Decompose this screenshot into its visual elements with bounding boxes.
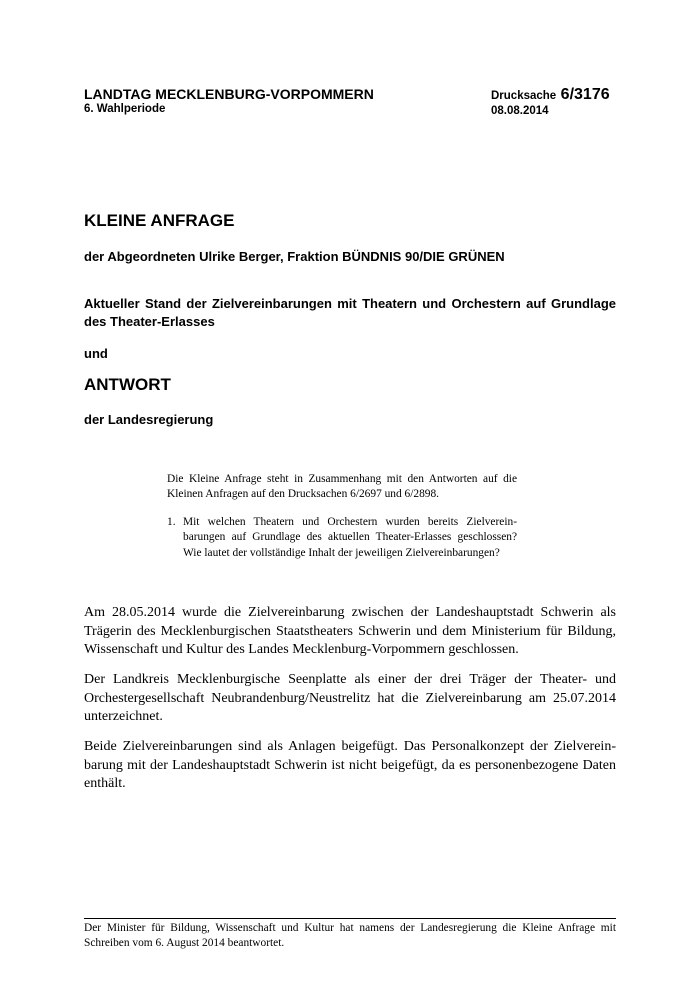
intro-paragraph: Die Kleine Anfrage steht in Zusammenhang mit den Antworten auf die Kleinen Anfragen auf den Drucksachen 6/2697 und 6/2898. bbox=[167, 473, 517, 501]
parliament-name: LANDTAG MECKLENBURG-VORPOMMERN bbox=[84, 86, 374, 102]
question-item bbox=[167, 515, 517, 561]
answer-heading: ANTWORT bbox=[84, 375, 171, 394]
electoral-period: 6. Wahlperiode bbox=[84, 103, 166, 115]
inquiry-type-heading: KLEINE ANFRAGE bbox=[84, 211, 235, 230]
answer-paragraph-1: Am 28.05.2014 wurde die Zielvereinbarung zwischen der Landeshauptstadt Schwerin als Trägerin des Mecklenburgischen Staatstheaters Schwerin und dem Ministerium für Bildung, Wissenschaft und Kultur des Landes Mecklenburg-Vorpommern geschlossen. bbox=[84, 605, 616, 657]
answer-paragraph-2: Der Landkreis Mecklenburgische Seenplatte als einer der drei Träger der Theater- und Orchestergesellschaft Neubrandenburg/Neustrelitz hat die Zielvereinbarung am 25.07.2014 unterzeichnet. bbox=[84, 672, 616, 724]
question-number: 1. bbox=[167, 516, 176, 528]
conjunction-text: und bbox=[84, 346, 108, 361]
document-header-right bbox=[491, 86, 631, 119]
inquiry-author: der Abgeordneten Ulrike Berger, Fraktion BÜNDNIS 90/DIE GRÜNEN bbox=[84, 249, 505, 264]
drucksache-number: 6/3176 bbox=[560, 86, 610, 103]
answer-paragraph-3: Beide Zielvereinbarungen sind als Anlagen beigefügt. Das Personalkonzept der Zielvereinbarung mit der Landeshauptstadt Schwerin ist nicht beigefügt, da es personenbezogene Daten enthält. bbox=[84, 739, 616, 791]
drucksache-line bbox=[491, 86, 631, 104]
document-date: 08.08.2014 bbox=[491, 105, 549, 117]
document-header-left bbox=[84, 86, 414, 117]
footer-note: Der Minister für Bildung, Wissenschaft und Kultur hat namens der Landesregierung die Kleine Anfrage mit Schreiben vom 6. August 2014 beantwortet. bbox=[84, 922, 616, 949]
answer-author: der Landesregierung bbox=[84, 412, 214, 427]
footer-divider bbox=[84, 918, 616, 919]
inquiry-title: Aktueller Stand der Zielvereinbarungen mit Theatern und Orchestern auf Grundlage des Theater-Erlasses bbox=[84, 296, 616, 329]
question-text: Mit welchen Theatern und Orchestern wurden bereits Zielvereinbarungen auf Grundlage des aktuellen Theater-Erlasses geschlossen? Wie lautet der vollständige Inhalt der jeweiligen Zielvereinbarungen? bbox=[183, 516, 517, 559]
drucksache-label: Drucksache bbox=[491, 90, 557, 102]
